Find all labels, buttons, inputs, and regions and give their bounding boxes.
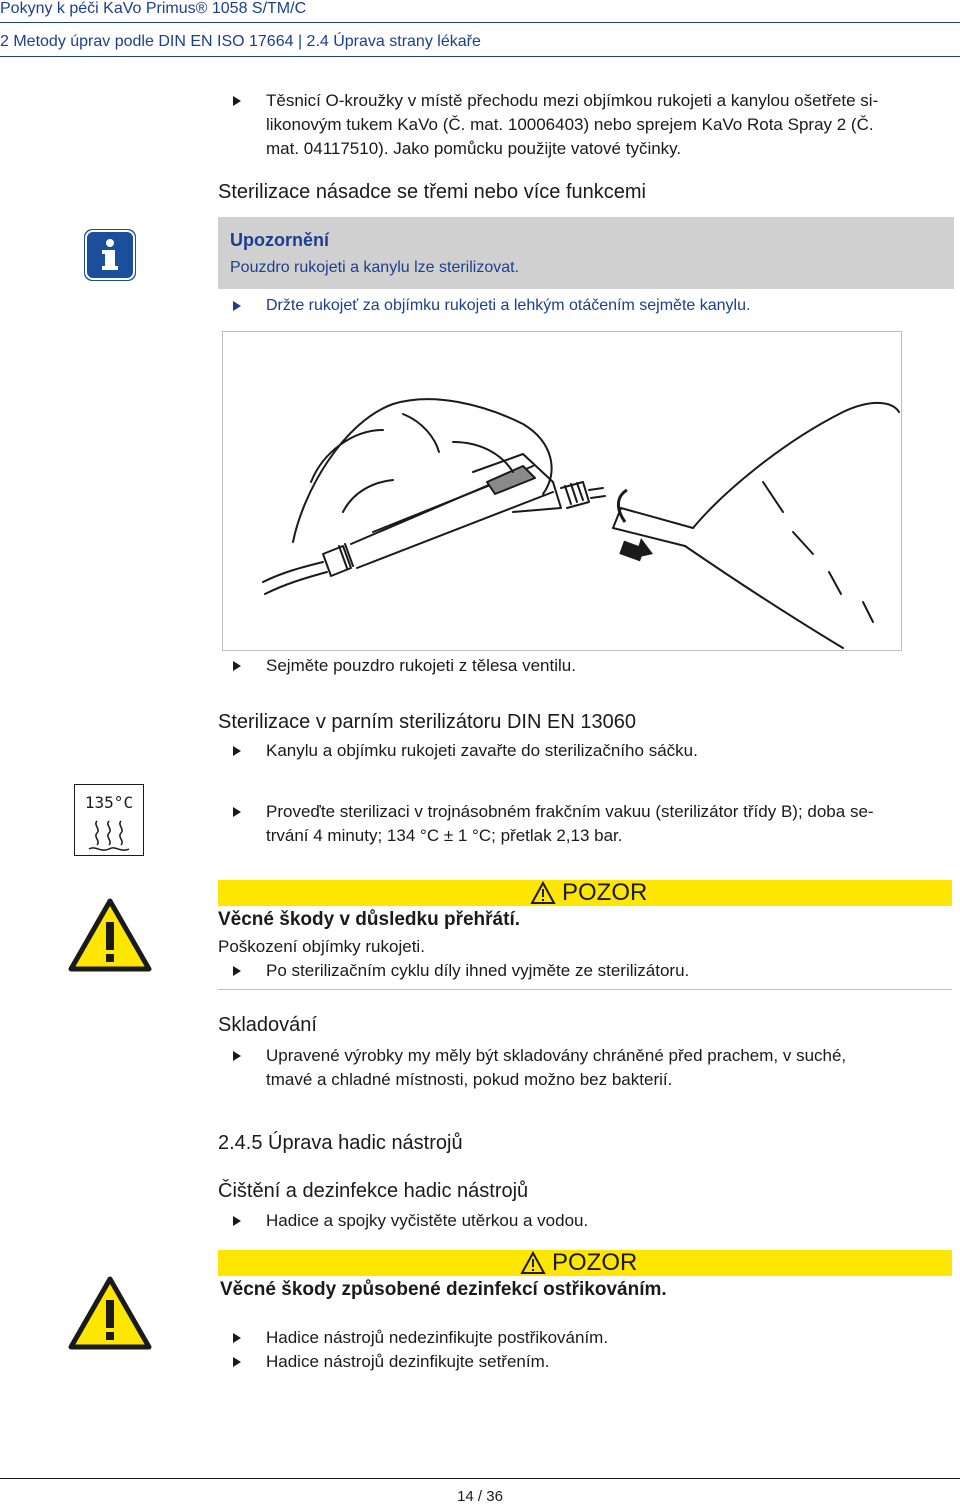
- bullet-triangle-icon: [233, 807, 250, 817]
- caution-label-2: POZOR: [520, 1249, 637, 1277]
- bullet-triangle-icon: [233, 746, 250, 756]
- caution-bullet-2b: Hadice nástrojů dezinfikujte setřením.: [233, 1350, 549, 1374]
- caution-divider: [218, 989, 952, 990]
- hands-removing-cannula-image: [223, 332, 901, 650]
- clean-hoses-bullet: Hadice a spojky vyčistěte utěrkou a vodou.: [233, 1209, 588, 1233]
- caution-text: Poškození objímky rukojeti.: [218, 937, 425, 956]
- storage-bullet: Upravené výrobky my měly být skladovány chráněné před prachem, v suché, tmavé a chladné místnosti, pokud možno bez bakterií.: [233, 1044, 953, 1092]
- section-245-heading: 2.4.5 Úprava hadic nástrojů: [218, 1132, 463, 1154]
- bullet-triangle-icon: [233, 96, 250, 106]
- sterilization-temperature-symbol: 135°C: [74, 784, 144, 856]
- handpiece-illustration: [222, 331, 902, 651]
- document-title: Pokyny k péči KaVo Primus® 1058 S/TM/C: [0, 0, 307, 17]
- intro-bullet: Těsnicí O-kroužky v místě přechodu mezi objímkou rukojeti a kanylou ošetřete si- likonovým tukem KaVo (Č. mat. 10006403) nebo sprejem KaVo Rota Spray 2 (Č. mat. 04117510). Jako pomůcku použijte vatové tyčinky.: [233, 89, 953, 161]
- notice-text: Pouzdro rukojeti a kanylu lze sterilizovat.: [230, 259, 520, 276]
- caution-small-icon: [520, 1251, 546, 1275]
- steam-waves-icon: [75, 815, 143, 855]
- caution-label: POZOR: [530, 879, 647, 907]
- caution-title-2: Věcné škody způsobené dezinfekcí ostřikováním.: [220, 1279, 667, 1300]
- hold-handle-bullet: Držte rukojeť za objímku rukojeti a lehkým otáčením sejměte kanylu.: [233, 295, 750, 317]
- page-number: 14 / 36: [457, 1488, 503, 1505]
- info-icon: [84, 229, 136, 281]
- header-divider-2: [0, 56, 960, 57]
- caution-bullet-2a: Hadice nástrojů nedezinfikujte postřikováním.: [233, 1326, 608, 1350]
- bullet-triangle-icon: [233, 1357, 250, 1367]
- caution-title: Věcné škody v důsledku přehřátí.: [218, 909, 520, 930]
- notice-box: [218, 217, 954, 289]
- bullet-triangle-icon: [233, 301, 250, 311]
- bullet-triangle-icon: [233, 661, 250, 671]
- warning-triangle-icon: [68, 1276, 152, 1355]
- bullet-triangle-icon: [233, 966, 250, 976]
- notice-title: Upozornění: [230, 230, 329, 250]
- caution-bullet: Po sterilizačním cyklu díly ihned vyjměte ze sterilizátoru.: [233, 959, 689, 983]
- bullet-triangle-icon: [233, 1216, 250, 1226]
- section-breadcrumb: 2 Metody úprav podle DIN EN ISO 17664 | 2.4 Úprava strany lékaře: [0, 33, 481, 50]
- sterilization-multi-heading: Sterilizace násadce se třemi nebo více funkcemi: [218, 181, 646, 203]
- sterilization-process-bullet: Proveďte sterilizaci v trojnásobném frakčním vakuu (sterilizátor třídy B); doba se- trvání 4 minuty; 134 °C ± 1 °C; přetlak 2,13 bar.: [233, 800, 953, 848]
- storage-heading: Skladování: [218, 1014, 317, 1036]
- bullet-triangle-icon: [233, 1051, 250, 1061]
- steam-sterilizer-heading: Sterilizace v parním sterilizátoru DIN EN 13060: [218, 711, 636, 733]
- seal-bag-bullet: Kanylu a objímku rukojeti zavařte do sterilizačního sáčku.: [233, 739, 698, 763]
- warning-triangle-icon: [68, 898, 152, 977]
- footer-divider: [0, 1478, 960, 1479]
- bullet-triangle-icon: [233, 1333, 250, 1343]
- remove-sleeve-bullet: Sejměte pouzdro rukojeti z tělesa ventilu.: [233, 654, 576, 678]
- header-divider: [0, 22, 960, 23]
- caution-small-icon: [530, 881, 556, 905]
- cleaning-subheading: Čištění a dezinfekce hadic nástrojů: [218, 1180, 529, 1202]
